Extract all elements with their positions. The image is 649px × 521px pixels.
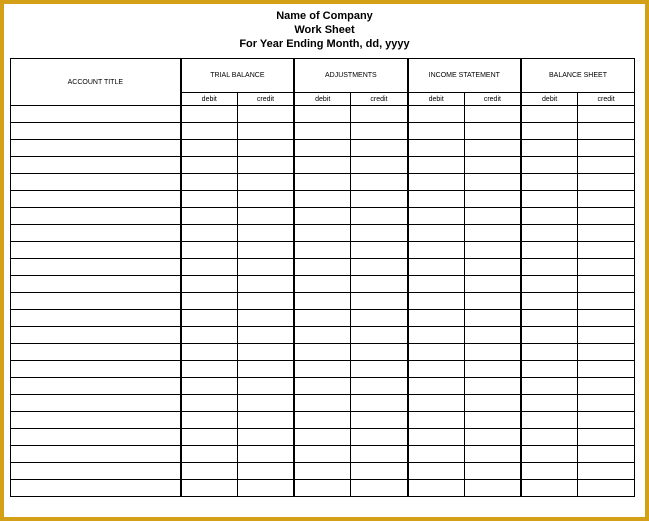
adj-debit-cell[interactable] bbox=[294, 242, 351, 259]
worksheet-row bbox=[11, 123, 635, 140]
bs-credit-cell[interactable] bbox=[578, 191, 635, 208]
tb-debit-cell[interactable] bbox=[181, 395, 238, 412]
tb-debit-cell[interactable] bbox=[181, 123, 238, 140]
account-title-cell[interactable] bbox=[11, 327, 181, 344]
adj-debit-cell[interactable] bbox=[294, 123, 351, 140]
is-debit-cell[interactable] bbox=[408, 429, 465, 446]
tb-credit-cell[interactable] bbox=[237, 395, 294, 412]
is-debit-cell[interactable] bbox=[408, 395, 465, 412]
is-debit-cell[interactable] bbox=[408, 276, 465, 293]
is-debit-cell[interactable] bbox=[408, 191, 465, 208]
adj-debit-cell[interactable] bbox=[294, 344, 351, 361]
tb-debit-cell[interactable] bbox=[181, 446, 238, 463]
is-credit-cell[interactable] bbox=[464, 157, 521, 174]
bs-credit-cell[interactable] bbox=[578, 395, 635, 412]
worksheet-row bbox=[11, 242, 635, 259]
bs-debit-cell[interactable] bbox=[521, 463, 578, 480]
tb-credit-cell[interactable] bbox=[237, 157, 294, 174]
is-debit-cell[interactable] bbox=[408, 259, 465, 276]
adj-debit-cell[interactable] bbox=[294, 310, 351, 327]
worksheet-table bbox=[10, 58, 635, 497]
tb-debit-cell[interactable] bbox=[181, 174, 238, 191]
adj-credit-cell[interactable] bbox=[351, 480, 408, 497]
tb-credit-cell[interactable] bbox=[237, 310, 294, 327]
worksheet-row bbox=[11, 395, 635, 412]
is-debit-cell[interactable] bbox=[408, 463, 465, 480]
bs-credit-cell[interactable] bbox=[578, 276, 635, 293]
bs-credit-cell[interactable] bbox=[578, 259, 635, 276]
adj-credit-cell[interactable] bbox=[351, 242, 408, 259]
adj-credit-cell[interactable] bbox=[351, 412, 408, 429]
is-debit-cell[interactable] bbox=[408, 123, 465, 140]
bs-credit-cell[interactable] bbox=[578, 123, 635, 140]
adj-debit-cell[interactable] bbox=[294, 429, 351, 446]
bs-debit-cell[interactable] bbox=[521, 480, 578, 497]
adj-debit-header: debit bbox=[294, 93, 351, 106]
tb-debit-cell[interactable] bbox=[181, 106, 238, 123]
tb-debit-cell[interactable] bbox=[181, 378, 238, 395]
tb-credit-cell[interactable] bbox=[237, 123, 294, 140]
tb-credit-cell[interactable] bbox=[237, 259, 294, 276]
is-credit-cell[interactable] bbox=[464, 293, 521, 310]
account-title-cell[interactable] bbox=[11, 446, 181, 463]
bs-debit-cell[interactable] bbox=[521, 157, 578, 174]
is-debit-cell[interactable] bbox=[408, 480, 465, 497]
adj-credit-cell[interactable] bbox=[351, 310, 408, 327]
worksheet-row bbox=[11, 157, 635, 174]
adj-debit-cell[interactable] bbox=[294, 395, 351, 412]
tb-credit-cell[interactable] bbox=[237, 378, 294, 395]
bs-credit-cell[interactable] bbox=[578, 463, 635, 480]
is-debit-cell[interactable] bbox=[408, 446, 465, 463]
account-title-cell[interactable] bbox=[11, 157, 181, 174]
adj-credit-cell[interactable] bbox=[351, 446, 408, 463]
tb-credit-cell[interactable] bbox=[237, 225, 294, 242]
account-title-cell[interactable] bbox=[11, 429, 181, 446]
sheet-title: Work Sheet bbox=[294, 24, 355, 36]
is-credit-cell[interactable] bbox=[464, 327, 521, 344]
account-title-cell[interactable] bbox=[11, 378, 181, 395]
is-debit-cell[interactable] bbox=[408, 174, 465, 191]
bs-credit-cell[interactable] bbox=[578, 429, 635, 446]
is-debit-cell[interactable] bbox=[408, 225, 465, 242]
adjustments-header: ADJUSTMENTS bbox=[294, 59, 407, 93]
worksheet-row bbox=[11, 446, 635, 463]
bs-debit-cell[interactable] bbox=[521, 259, 578, 276]
tb-credit-cell[interactable] bbox=[237, 106, 294, 123]
adj-credit-cell[interactable] bbox=[351, 208, 408, 225]
worksheet-row bbox=[11, 225, 635, 242]
bs-credit-cell[interactable] bbox=[578, 378, 635, 395]
is-debit-header: debit bbox=[408, 93, 465, 106]
bs-credit-cell[interactable] bbox=[578, 174, 635, 191]
tb-debit-cell[interactable] bbox=[181, 242, 238, 259]
worksheet-row bbox=[11, 106, 635, 123]
bs-credit-cell[interactable] bbox=[578, 225, 635, 242]
worksheet-row bbox=[11, 293, 635, 310]
tb-debit-cell[interactable] bbox=[181, 327, 238, 344]
is-debit-cell[interactable] bbox=[408, 106, 465, 123]
tb-debit-cell[interactable] bbox=[181, 463, 238, 480]
tb-credit-cell[interactable] bbox=[237, 412, 294, 429]
adj-credit-cell[interactable] bbox=[351, 361, 408, 378]
tb-debit-cell[interactable] bbox=[181, 259, 238, 276]
adj-credit-cell[interactable] bbox=[351, 174, 408, 191]
account-title-cell[interactable] bbox=[11, 310, 181, 327]
is-credit-cell[interactable] bbox=[464, 276, 521, 293]
bs-debit-cell[interactable] bbox=[521, 174, 578, 191]
adj-debit-cell[interactable] bbox=[294, 225, 351, 242]
tb-credit-cell[interactable] bbox=[237, 191, 294, 208]
bs-debit-cell[interactable] bbox=[521, 276, 578, 293]
is-credit-header: credit bbox=[464, 93, 521, 106]
tb-debit-cell[interactable] bbox=[181, 140, 238, 157]
adj-debit-cell[interactable] bbox=[294, 412, 351, 429]
bs-debit-cell[interactable] bbox=[521, 446, 578, 463]
adj-credit-cell[interactable] bbox=[351, 106, 408, 123]
account-title-cell[interactable] bbox=[11, 259, 181, 276]
adj-credit-cell[interactable] bbox=[351, 225, 408, 242]
account-title-cell[interactable] bbox=[11, 140, 181, 157]
bs-debit-cell[interactable] bbox=[521, 429, 578, 446]
bs-credit-cell[interactable] bbox=[578, 327, 635, 344]
bs-credit-cell[interactable] bbox=[578, 157, 635, 174]
bs-credit-cell[interactable] bbox=[578, 480, 635, 497]
account-title-cell[interactable] bbox=[11, 106, 181, 123]
account-title-cell[interactable] bbox=[11, 208, 181, 225]
is-credit-cell[interactable] bbox=[464, 208, 521, 225]
account-title-cell[interactable] bbox=[11, 191, 181, 208]
bs-credit-cell[interactable] bbox=[578, 361, 635, 378]
balance-sheet-header: BALANCE SHEET bbox=[521, 59, 634, 93]
tb-credit-cell[interactable] bbox=[237, 463, 294, 480]
bs-credit-cell[interactable] bbox=[578, 208, 635, 225]
account-title-header: ACCOUNT TITLE bbox=[11, 59, 181, 106]
tb-debit-cell[interactable] bbox=[181, 225, 238, 242]
is-credit-cell[interactable] bbox=[464, 378, 521, 395]
worksheet-row bbox=[11, 378, 635, 395]
tb-debit-cell[interactable] bbox=[181, 344, 238, 361]
adj-debit-cell[interactable] bbox=[294, 463, 351, 480]
bs-debit-cell[interactable] bbox=[521, 344, 578, 361]
is-credit-cell[interactable] bbox=[464, 310, 521, 327]
income-statement-header: INCOME STATEMENT bbox=[408, 59, 521, 93]
adj-credit-cell[interactable] bbox=[351, 191, 408, 208]
bs-credit-cell[interactable] bbox=[578, 140, 635, 157]
bs-credit-cell[interactable] bbox=[578, 344, 635, 361]
bs-debit-cell[interactable] bbox=[521, 242, 578, 259]
account-title-cell[interactable] bbox=[11, 123, 181, 140]
tb-debit-cell[interactable] bbox=[181, 191, 238, 208]
is-credit-cell[interactable] bbox=[464, 191, 521, 208]
worksheet-row bbox=[11, 361, 635, 378]
worksheet-row bbox=[11, 412, 635, 429]
adj-debit-cell[interactable] bbox=[294, 361, 351, 378]
tb-debit-cell[interactable] bbox=[181, 429, 238, 446]
bs-credit-cell[interactable] bbox=[578, 412, 635, 429]
is-credit-cell[interactable] bbox=[464, 225, 521, 242]
adj-debit-cell[interactable] bbox=[294, 259, 351, 276]
tb-credit-cell[interactable] bbox=[237, 208, 294, 225]
bs-debit-cell[interactable] bbox=[521, 225, 578, 242]
account-title-cell[interactable] bbox=[11, 395, 181, 412]
is-credit-cell[interactable] bbox=[464, 463, 521, 480]
bs-debit-cell[interactable] bbox=[521, 208, 578, 225]
is-debit-cell[interactable] bbox=[408, 344, 465, 361]
tb-credit-cell[interactable] bbox=[237, 429, 294, 446]
is-credit-cell[interactable] bbox=[464, 480, 521, 497]
is-credit-cell[interactable] bbox=[464, 361, 521, 378]
account-title-cell[interactable] bbox=[11, 174, 181, 191]
tb-debit-cell[interactable] bbox=[181, 361, 238, 378]
tb-credit-cell[interactable] bbox=[237, 276, 294, 293]
worksheet-row bbox=[11, 344, 635, 361]
bs-credit-cell[interactable] bbox=[578, 310, 635, 327]
adj-debit-cell[interactable] bbox=[294, 446, 351, 463]
adj-credit-cell[interactable] bbox=[351, 429, 408, 446]
is-debit-cell[interactable] bbox=[408, 310, 465, 327]
is-debit-cell[interactable] bbox=[408, 157, 465, 174]
is-debit-cell[interactable] bbox=[408, 140, 465, 157]
trial-balance-header: TRIAL BALANCE bbox=[181, 59, 294, 93]
adj-credit-cell[interactable] bbox=[351, 259, 408, 276]
worksheet-row bbox=[11, 276, 635, 293]
tb-debit-cell[interactable] bbox=[181, 208, 238, 225]
tb-debit-cell[interactable] bbox=[181, 310, 238, 327]
account-title-cell[interactable] bbox=[11, 412, 181, 429]
adj-credit-cell[interactable] bbox=[351, 395, 408, 412]
adj-credit-cell[interactable] bbox=[351, 463, 408, 480]
is-debit-cell[interactable] bbox=[408, 242, 465, 259]
adj-debit-cell[interactable] bbox=[294, 157, 351, 174]
adj-debit-cell[interactable] bbox=[294, 208, 351, 225]
account-title-cell[interactable] bbox=[11, 225, 181, 242]
worksheet-row bbox=[11, 429, 635, 446]
adj-credit-cell[interactable] bbox=[351, 157, 408, 174]
is-credit-cell[interactable] bbox=[464, 174, 521, 191]
tb-credit-cell[interactable] bbox=[237, 344, 294, 361]
is-credit-cell[interactable] bbox=[464, 446, 521, 463]
worksheet-row bbox=[11, 327, 635, 344]
adj-debit-cell[interactable] bbox=[294, 378, 351, 395]
bs-debit-cell[interactable] bbox=[521, 106, 578, 123]
worksheet-row bbox=[11, 191, 635, 208]
is-debit-cell[interactable] bbox=[408, 412, 465, 429]
is-debit-cell[interactable] bbox=[408, 293, 465, 310]
bs-debit-cell[interactable] bbox=[521, 140, 578, 157]
is-credit-cell[interactable] bbox=[464, 395, 521, 412]
worksheet-row bbox=[11, 174, 635, 191]
account-title-cell[interactable] bbox=[11, 361, 181, 378]
bs-credit-header: credit bbox=[578, 93, 635, 106]
worksheet-row bbox=[11, 480, 635, 497]
is-credit-cell[interactable] bbox=[464, 259, 521, 276]
worksheet-body bbox=[11, 106, 635, 497]
bs-credit-cell[interactable] bbox=[578, 242, 635, 259]
account-title-cell[interactable] bbox=[11, 242, 181, 259]
is-credit-cell[interactable] bbox=[464, 106, 521, 123]
tb-debit-cell[interactable] bbox=[181, 293, 238, 310]
account-title-cell[interactable] bbox=[11, 276, 181, 293]
company-name: Name of Company bbox=[276, 10, 373, 22]
adj-debit-cell[interactable] bbox=[294, 327, 351, 344]
adj-credit-cell[interactable] bbox=[351, 327, 408, 344]
account-title-cell[interactable] bbox=[11, 480, 181, 497]
adj-credit-cell[interactable] bbox=[351, 123, 408, 140]
adj-debit-cell[interactable] bbox=[294, 293, 351, 310]
worksheet-row bbox=[11, 463, 635, 480]
worksheet-header bbox=[4, 9, 645, 51]
tb-credit-cell[interactable] bbox=[237, 140, 294, 157]
tb-debit-cell[interactable] bbox=[181, 157, 238, 174]
worksheet-row bbox=[11, 208, 635, 225]
bs-debit-cell[interactable] bbox=[521, 361, 578, 378]
bs-debit-cell[interactable] bbox=[521, 310, 578, 327]
adj-credit-cell[interactable] bbox=[351, 276, 408, 293]
bs-credit-cell[interactable] bbox=[578, 446, 635, 463]
is-credit-cell[interactable] bbox=[464, 140, 521, 157]
tb-credit-cell[interactable] bbox=[237, 242, 294, 259]
bs-credit-cell[interactable] bbox=[578, 293, 635, 310]
bs-debit-cell[interactable] bbox=[521, 191, 578, 208]
tb-debit-cell[interactable] bbox=[181, 276, 238, 293]
adj-debit-cell[interactable] bbox=[294, 191, 351, 208]
tb-credit-cell[interactable] bbox=[237, 293, 294, 310]
is-debit-cell[interactable] bbox=[408, 378, 465, 395]
bs-debit-cell[interactable] bbox=[521, 123, 578, 140]
bs-debit-cell[interactable] bbox=[521, 412, 578, 429]
tb-debit-cell[interactable] bbox=[181, 480, 238, 497]
account-title-cell[interactable] bbox=[11, 344, 181, 361]
bs-debit-cell[interactable] bbox=[521, 395, 578, 412]
adj-debit-cell[interactable] bbox=[294, 480, 351, 497]
is-credit-cell[interactable] bbox=[464, 429, 521, 446]
bs-debit-cell[interactable] bbox=[521, 327, 578, 344]
tb-credit-cell[interactable] bbox=[237, 446, 294, 463]
is-credit-cell[interactable] bbox=[464, 344, 521, 361]
adj-credit-cell[interactable] bbox=[351, 293, 408, 310]
is-credit-cell[interactable] bbox=[464, 123, 521, 140]
adj-credit-cell[interactable] bbox=[351, 344, 408, 361]
is-debit-cell[interactable] bbox=[408, 361, 465, 378]
is-credit-cell[interactable] bbox=[464, 242, 521, 259]
tb-credit-cell[interactable] bbox=[237, 174, 294, 191]
adj-debit-cell[interactable] bbox=[294, 140, 351, 157]
tb-debit-cell[interactable] bbox=[181, 412, 238, 429]
account-title-cell[interactable] bbox=[11, 293, 181, 310]
bs-debit-cell[interactable] bbox=[521, 293, 578, 310]
adj-credit-cell[interactable] bbox=[351, 378, 408, 395]
account-title-cell[interactable] bbox=[11, 463, 181, 480]
adj-debit-cell[interactable] bbox=[294, 106, 351, 123]
tb-credit-header: credit bbox=[237, 93, 294, 106]
bs-debit-cell[interactable] bbox=[521, 378, 578, 395]
is-debit-cell[interactable] bbox=[408, 327, 465, 344]
tb-credit-cell[interactable] bbox=[237, 327, 294, 344]
adj-credit-header: credit bbox=[351, 93, 408, 106]
adj-credit-cell[interactable] bbox=[351, 140, 408, 157]
period-line: For Year Ending Month, dd, yyyy bbox=[239, 38, 410, 50]
worksheet-row bbox=[11, 310, 635, 327]
adj-debit-cell[interactable] bbox=[294, 174, 351, 191]
worksheet-row bbox=[11, 259, 635, 276]
tb-debit-header: debit bbox=[181, 93, 238, 106]
tb-credit-cell[interactable] bbox=[237, 480, 294, 497]
is-credit-cell[interactable] bbox=[464, 412, 521, 429]
adj-debit-cell[interactable] bbox=[294, 276, 351, 293]
bs-debit-header: debit bbox=[521, 93, 578, 106]
is-debit-cell[interactable] bbox=[408, 208, 465, 225]
tb-credit-cell[interactable] bbox=[237, 361, 294, 378]
worksheet-row bbox=[11, 140, 635, 157]
bs-credit-cell[interactable] bbox=[578, 106, 635, 123]
